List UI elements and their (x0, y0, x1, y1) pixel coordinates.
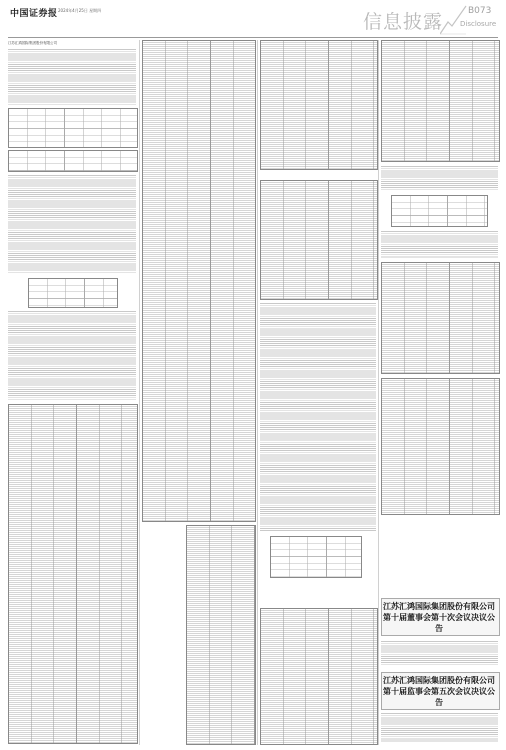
column-1 (8, 40, 136, 745)
body-text-block (381, 640, 498, 666)
body-text-block (8, 48, 136, 106)
notice-title (380, 601, 498, 634)
column-divider (139, 40, 140, 745)
data-table (186, 525, 256, 745)
data-table (260, 608, 378, 745)
article-head: 江苏汇鸿国际集团股份有限公司 (8, 41, 57, 45)
body-text-block (381, 165, 498, 191)
masthead (0, 0, 506, 42)
page-label: Disclosure (460, 20, 497, 28)
body-text-block (8, 174, 136, 274)
body-text-block (8, 310, 136, 400)
data-table (270, 536, 362, 578)
data-table (142, 40, 256, 522)
column-3 (260, 40, 376, 745)
notice-subject: 第十届监事会第五次会议决议公告 (383, 686, 495, 707)
data-table (381, 40, 500, 162)
data-table (8, 150, 138, 172)
issue-date: 2024年4月25日 星期四 (58, 8, 102, 13)
column-divider (257, 40, 258, 745)
body-text-block (260, 302, 376, 532)
data-table (8, 404, 138, 744)
notice-title (380, 675, 498, 708)
masthead-rule (8, 37, 498, 38)
column-2 (142, 40, 254, 745)
notice-company: 江苏汇鸿国际集团股份有限公司 (383, 601, 495, 611)
column-4 (381, 40, 498, 745)
page-number: B073 (468, 6, 492, 16)
data-table (28, 278, 118, 308)
data-table (260, 40, 378, 170)
data-table (381, 378, 500, 515)
newspaper-logo: 中国证券报 (10, 9, 58, 19)
data-table (8, 108, 138, 148)
data-table (391, 195, 488, 227)
section-title: 信息披露 (363, 11, 444, 33)
body-text-block (381, 230, 498, 258)
notice-company: 江苏汇鸿国际集团股份有限公司 (383, 675, 495, 685)
body-text-block (381, 712, 498, 742)
column-divider (378, 40, 379, 745)
notice-subject: 第十届董事会第十次会议决议公告 (383, 612, 495, 633)
data-table (381, 262, 500, 374)
data-table (260, 180, 378, 300)
